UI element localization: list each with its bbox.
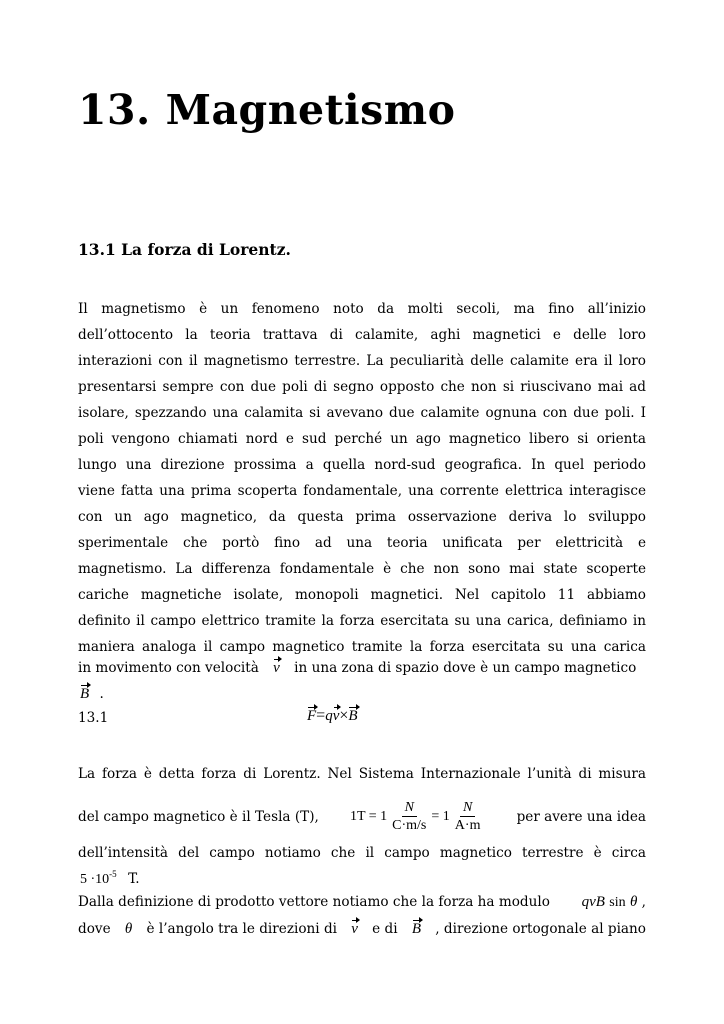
text-line: cariche magnetiche isolate, monopoli magnetici. Nel capitolo 11 abbiamo — [78, 587, 646, 603]
lorentz-equation: F=qv×B — [307, 707, 358, 724]
fraction: $\frac{N}{C\cdot m/s}$ — [392, 800, 427, 833]
text-line: isolare, spezzando una calamita si avevano due calamite ognuna con due poli. I — [78, 405, 646, 421]
text-line: poli vengono chiamati nord e sud perché un ago magnetico libero si orienta — [78, 431, 646, 447]
paragraph-3-line-2: dove θ è l’angolo tra le direzioni di v e di B , direzione ortogonale al piano — [78, 921, 646, 937]
theta-symbol: θ — [124, 921, 133, 937]
text-line: Il magnetismo è un fenomeno noto da molti secoli, ma fino all’inizio — [78, 301, 646, 317]
force-vector-symbol: F — [307, 708, 317, 724]
velocity-vector-symbol: v — [273, 660, 280, 676]
tesla-definition-line: del campo magnetico è il Tesla (T), 1T = 1 $\frac{N}{C\cdot m/s}$ = 1 $\frac{N}{A\cdot m}$ per avere una idea — [78, 800, 646, 833]
section-title: 13.1 La forza di Lorentz. — [78, 240, 291, 259]
text-line-field: B . — [80, 686, 104, 702]
paragraph-2-line-3: dell’intensità del campo notiamo che il campo magnetico terrestre è circa — [78, 845, 646, 861]
text-line: maniera analoga il campo magnetico tramite la forza esercitata su una carica — [78, 639, 646, 655]
text-line: viene fatta una prima scoperta fondamentale, una corrente elettrica interagisce — [78, 483, 646, 499]
velocity-vector-symbol: v — [351, 921, 358, 937]
text-line: lungo una direzione prossima a quella nord-sud geografica. In quel periodo — [78, 457, 646, 473]
text-line: dell’ottocento la teoria trattava di calamite, aghi magnetici e delle loro — [78, 327, 646, 343]
field-vector-symbol: B — [80, 686, 90, 702]
paragraph-1 — [78, 296, 646, 660]
fraction: $\frac{N}{A\cdot m}$ — [454, 800, 481, 833]
paragraph-3-line-1: Dalla definizione di prodotto vettore notiamo che la forza ha modulo qvB sin θ , — [78, 894, 646, 910]
text-line: presentarsi sempre con due poli di segno opposto che non si riuscivano mai ad — [78, 379, 646, 395]
tesla-formula: 1T = 1 $\frac{N}{C\cdot m/s}$ = 1 $\frac{N}{A\cdot m}$ — [350, 799, 486, 834]
earth-field-value: $5 \cdot 10^{-5}$ T. — [80, 869, 140, 887]
paragraph-2-line-1: La forza è detta forza di Lorentz. Nel Sistema Internazionale l’unità di misura — [78, 766, 646, 782]
text-line: sperimentale che portò fino ad una teoria unificata per elettricità e — [78, 535, 646, 551]
text-line: definito il campo elettrico tramite la forza esercitata su una carica, definiamo in — [78, 613, 646, 629]
equation-number: 13.1 — [78, 710, 109, 726]
text-line: magnetismo. La differenza fondamentale è che non sono mai state scoperte — [78, 561, 646, 577]
text-line-velocity: in movimento con velocità v in una zona di spazio dove è un campo magnetico — [78, 660, 637, 676]
chapter-heading: 13. Magnetismo — [78, 86, 456, 134]
text-line: con un ago magnetico, da questa prima osservazione deriva lo sviluppo — [78, 509, 646, 525]
text-line: interazioni con il magnetismo terrestre. La peculiarità delle calamite era il loro — [78, 353, 646, 369]
field-vector-symbol: B — [411, 921, 422, 937]
